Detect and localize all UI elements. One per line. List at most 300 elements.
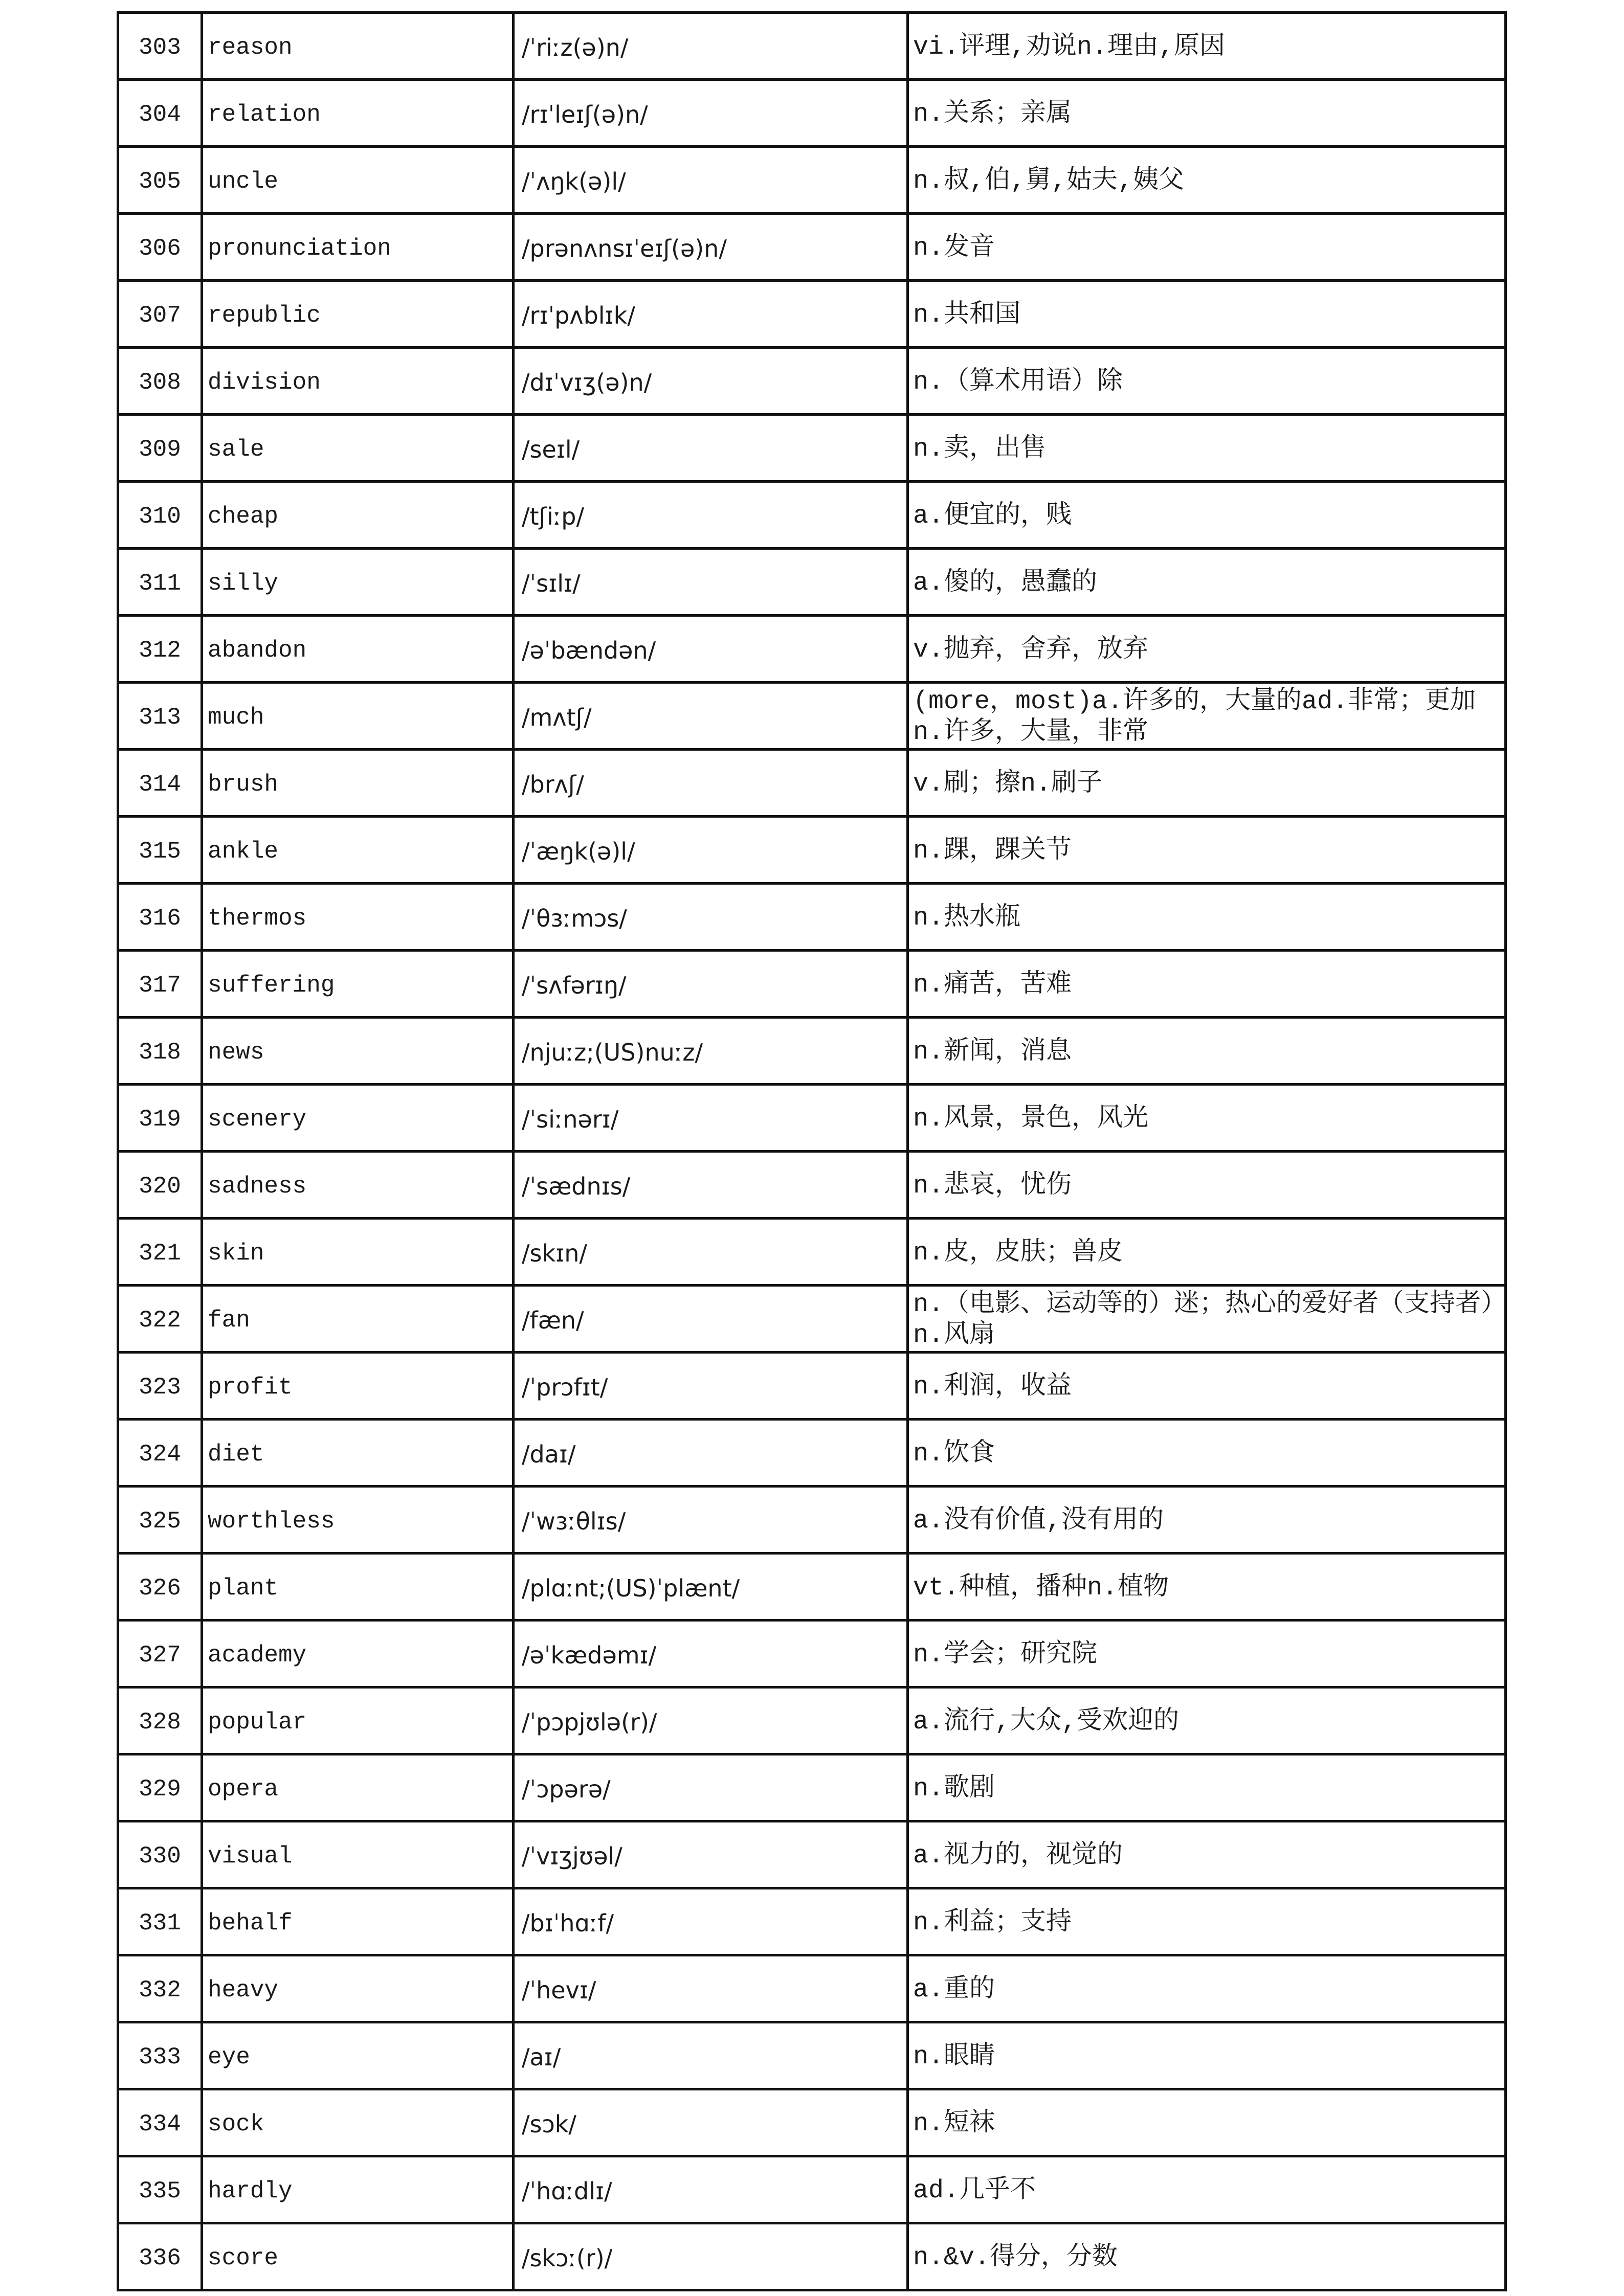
entry-word-text: pronunciation bbox=[208, 235, 391, 262]
table-row bbox=[119, 416, 1507, 483]
entry-phonetic bbox=[515, 1086, 909, 1150]
entry-number-text: 307 bbox=[139, 302, 181, 329]
entry-meaning bbox=[909, 2224, 1507, 2289]
entry-phonetic-text: /brʌʃ/ bbox=[522, 771, 584, 798]
entry-word bbox=[203, 215, 515, 279]
table-row bbox=[119, 550, 1507, 617]
entry-phonetic-text: /ˈæŋk(ə)l/ bbox=[522, 838, 635, 865]
entry-number bbox=[119, 2157, 203, 2222]
entry-number bbox=[119, 148, 203, 212]
entry-meaning-text: a.便宜的，贱 bbox=[913, 502, 1072, 531]
entry-number bbox=[119, 1153, 203, 1217]
entry-number bbox=[119, 1822, 203, 1887]
entry-phonetic-text: /plɑːnt;(US)ˈplænt/ bbox=[522, 1574, 740, 1602]
entry-word bbox=[203, 952, 515, 1016]
entry-meaning bbox=[909, 1889, 1507, 1954]
entry-number bbox=[119, 952, 203, 1016]
entry-phonetic bbox=[515, 282, 909, 346]
table-row bbox=[119, 2224, 1507, 2291]
entry-number-text: 326 bbox=[139, 1575, 181, 1602]
entry-phonetic-text: /ˈwɜːθlɪs/ bbox=[522, 1507, 626, 1535]
entry-meaning bbox=[909, 1755, 1507, 1820]
entry-phonetic-text: /aɪ/ bbox=[522, 2043, 561, 2071]
entry-meaning bbox=[909, 818, 1507, 882]
entry-phonetic-text: /ˈsɪlɪ/ bbox=[522, 570, 581, 597]
entry-word-text: popular bbox=[208, 1709, 307, 1736]
entry-meaning bbox=[909, 416, 1507, 480]
entry-phonetic-text: /ˈsiːnərɪ/ bbox=[522, 1106, 619, 1133]
table-row bbox=[119, 1555, 1507, 1622]
entry-number bbox=[119, 416, 203, 480]
entry-number-text: 331 bbox=[139, 1910, 181, 1937]
entry-phonetic bbox=[515, 1622, 909, 1686]
entry-number-text: 310 bbox=[139, 503, 181, 530]
entry-meaning bbox=[909, 617, 1507, 681]
entry-meaning bbox=[909, 952, 1507, 1016]
entry-meaning bbox=[909, 2090, 1507, 2155]
table-row bbox=[119, 349, 1507, 416]
entry-meaning bbox=[909, 1622, 1507, 1686]
entry-number-text: 313 bbox=[139, 704, 181, 731]
entry-word-text: visual bbox=[208, 1843, 293, 1870]
entry-number-text: 335 bbox=[139, 2178, 181, 2204]
entry-meaning-text: (more，most)a.许多的，大量的ad.非常；更加n.许多，大量，非常 bbox=[913, 687, 1476, 747]
entry-phonetic bbox=[515, 1488, 909, 1552]
entry-meaning bbox=[909, 1287, 1507, 1351]
entry-meaning-text: n.风景，景色，风光 bbox=[913, 1105, 1149, 1134]
entry-number-text: 321 bbox=[139, 1240, 181, 1267]
entry-meaning bbox=[909, 282, 1507, 346]
entry-meaning bbox=[909, 885, 1507, 949]
entry-word bbox=[203, 81, 515, 145]
entry-number-text: 312 bbox=[139, 637, 181, 664]
entry-meaning bbox=[909, 148, 1507, 212]
entry-meaning bbox=[909, 349, 1507, 413]
entry-meaning-text: n.歌剧 bbox=[913, 1774, 995, 1804]
table-row bbox=[119, 1689, 1507, 1755]
entry-meaning-text: a.傻的，愚蠢的 bbox=[913, 569, 1098, 598]
entry-meaning bbox=[909, 2023, 1507, 2088]
entry-phonetic bbox=[515, 1822, 909, 1887]
entry-phonetic bbox=[515, 1354, 909, 1418]
entry-number bbox=[119, 1019, 203, 1083]
entry-phonetic bbox=[515, 1956, 909, 2021]
entry-word-text: score bbox=[208, 2245, 279, 2271]
table-row bbox=[119, 215, 1507, 282]
table-row bbox=[119, 1086, 1507, 1153]
entry-word-text: suffering bbox=[208, 972, 335, 999]
entry-meaning-text: n.（算术用语）除 bbox=[913, 368, 1123, 397]
table-row bbox=[119, 952, 1507, 1019]
entry-meaning bbox=[909, 550, 1507, 614]
entry-phonetic-text: /tʃiːp/ bbox=[522, 503, 584, 530]
entry-meaning bbox=[909, 1555, 1507, 1619]
entry-word bbox=[203, 1555, 515, 1619]
entry-word-text: division bbox=[208, 369, 321, 396]
table-row bbox=[119, 2157, 1507, 2224]
table-row bbox=[119, 1822, 1507, 1889]
entry-meaning-text: a.流行,大众,受欢迎的 bbox=[913, 1707, 1180, 1737]
entry-phonetic bbox=[515, 81, 909, 145]
entry-word bbox=[203, 282, 515, 346]
table-row bbox=[119, 1622, 1507, 1689]
table-row bbox=[119, 1287, 1507, 1354]
entry-phonetic-text: /ˈɔpərə/ bbox=[522, 1775, 611, 1803]
table-row bbox=[119, 885, 1507, 952]
entry-meaning bbox=[909, 215, 1507, 279]
entry-phonetic-text: /dɪˈvɪʒ(ə)n/ bbox=[522, 369, 652, 396]
entry-number-text: 311 bbox=[139, 570, 181, 597]
table-row bbox=[119, 81, 1507, 148]
entry-number-text: 336 bbox=[139, 2245, 181, 2271]
entry-number bbox=[119, 2090, 203, 2155]
entry-number bbox=[119, 1889, 203, 1954]
entry-phonetic-text: /ˈprɔfɪt/ bbox=[522, 1374, 608, 1401]
entry-number bbox=[119, 1354, 203, 1418]
entry-word-text: skin bbox=[208, 1240, 264, 1267]
entry-phonetic bbox=[515, 1889, 909, 1954]
entry-number-text: 325 bbox=[139, 1508, 181, 1535]
entry-meaning-text: n.踝，踝关节 bbox=[913, 837, 1072, 866]
entry-number bbox=[119, 282, 203, 346]
entry-word-text: eye bbox=[208, 2044, 250, 2070]
entry-number-text: 316 bbox=[139, 905, 181, 932]
table-row bbox=[119, 1421, 1507, 1488]
entry-phonetic bbox=[515, 349, 909, 413]
entry-number-text: 304 bbox=[139, 101, 181, 128]
entry-phonetic bbox=[515, 1220, 909, 1284]
entry-phonetic-text: /əˈkædəmɪ/ bbox=[522, 1641, 657, 1669]
entry-meaning-text: n.利益；支持 bbox=[913, 1908, 1072, 1938]
entry-number bbox=[119, 1755, 203, 1820]
entry-number-text: 334 bbox=[139, 2111, 181, 2137]
entry-phonetic bbox=[515, 483, 909, 547]
entry-phonetic-text: /ˈhevɪ/ bbox=[522, 1976, 596, 2004]
entry-phonetic-text: /mʌtʃ/ bbox=[522, 704, 592, 731]
entry-meaning-text: a.视力的，视觉的 bbox=[913, 1841, 1123, 1871]
entry-meaning bbox=[909, 81, 1507, 145]
entry-number-text: 318 bbox=[139, 1039, 181, 1066]
entry-word bbox=[203, 2090, 515, 2155]
entry-meaning-text: vi.评理,劝说n.理由,原因 bbox=[913, 33, 1226, 62]
entry-word bbox=[203, 1755, 515, 1820]
entry-word bbox=[203, 818, 515, 882]
table-row bbox=[119, 148, 1507, 215]
entry-word bbox=[203, 1889, 515, 1954]
entry-word-text: abandon bbox=[208, 637, 307, 664]
entry-word-text: diet bbox=[208, 1441, 264, 1468]
entry-number-text: 330 bbox=[139, 1843, 181, 1870]
entry-word-text: sadness bbox=[208, 1173, 307, 1200]
entry-word bbox=[203, 2157, 515, 2222]
entry-word bbox=[203, 550, 515, 614]
entry-number bbox=[119, 550, 203, 614]
entry-meaning-text: n.卖，出售 bbox=[913, 435, 1047, 464]
entry-number bbox=[119, 1555, 203, 1619]
table-row bbox=[119, 1889, 1507, 1956]
table-row bbox=[119, 14, 1507, 81]
entry-phonetic-text: /skɔː(r)/ bbox=[522, 2244, 613, 2272]
entry-word-text: worthless bbox=[208, 1508, 335, 1535]
entry-word-text: reason bbox=[208, 34, 293, 61]
entry-meaning-text: n.&v.得分，分数 bbox=[913, 2243, 1118, 2272]
entry-word bbox=[203, 483, 515, 547]
entry-phonetic bbox=[515, 2157, 909, 2222]
entry-word bbox=[203, 1689, 515, 1753]
entry-word bbox=[203, 1421, 515, 1485]
entry-number bbox=[119, 1421, 203, 1485]
entry-word bbox=[203, 617, 515, 681]
table-row bbox=[119, 751, 1507, 818]
entry-word-text: thermos bbox=[208, 905, 307, 932]
entry-meaning bbox=[909, 1822, 1507, 1887]
entry-phonetic-text: /ˈsædnɪs/ bbox=[522, 1173, 631, 1200]
entry-number bbox=[119, 1488, 203, 1552]
entry-phonetic bbox=[515, 148, 909, 212]
table-row bbox=[119, 2023, 1507, 2090]
table-row bbox=[119, 818, 1507, 885]
entry-word-text: silly bbox=[208, 570, 279, 597]
entry-word bbox=[203, 1822, 515, 1887]
entry-meaning-text: n.饮食 bbox=[913, 1439, 995, 1469]
entry-phonetic-text: /ˈθɜːmɔs/ bbox=[522, 905, 627, 932]
entry-phonetic bbox=[515, 1019, 909, 1083]
entry-word bbox=[203, 1354, 515, 1418]
entry-phonetic bbox=[515, 684, 909, 748]
entry-number bbox=[119, 1086, 203, 1150]
entry-number-text: 329 bbox=[139, 1776, 181, 1803]
entry-phonetic-text: /bɪˈhɑːf/ bbox=[522, 1909, 614, 1937]
table-row bbox=[119, 2090, 1507, 2157]
entry-meaning-text: v.刷；擦n.刷子 bbox=[913, 770, 1103, 799]
entry-phonetic bbox=[515, 14, 909, 78]
table-row bbox=[119, 483, 1507, 550]
entry-meaning bbox=[909, 1956, 1507, 2021]
entry-phonetic bbox=[515, 2023, 909, 2088]
entry-phonetic bbox=[515, 2090, 909, 2155]
entry-number-text: 327 bbox=[139, 1642, 181, 1669]
entry-number bbox=[119, 684, 203, 748]
entry-number bbox=[119, 1689, 203, 1753]
entry-phonetic bbox=[515, 818, 909, 882]
entry-number bbox=[119, 483, 203, 547]
entry-word bbox=[203, 751, 515, 815]
entry-number bbox=[119, 818, 203, 882]
entry-meaning bbox=[909, 1086, 1507, 1150]
table-row bbox=[119, 617, 1507, 684]
entry-word-text: fan bbox=[208, 1307, 250, 1334]
entry-number bbox=[119, 885, 203, 949]
table-row bbox=[119, 1153, 1507, 1220]
entry-word-text: sale bbox=[208, 436, 264, 463]
entry-number bbox=[119, 2023, 203, 2088]
entry-word bbox=[203, 1019, 515, 1083]
entry-word bbox=[203, 1287, 515, 1351]
entry-meaning-text: n.（电影、运动等的）迷；热心的爱好者（支持者）n.风扇 bbox=[913, 1290, 1494, 1350]
entry-word bbox=[203, 2224, 515, 2289]
entry-word-text: profit bbox=[208, 1374, 293, 1401]
entry-number bbox=[119, 617, 203, 681]
entry-phonetic-text: /ˈriːz(ə)n/ bbox=[522, 34, 629, 61]
entry-number-text: 305 bbox=[139, 168, 181, 195]
entry-meaning bbox=[909, 483, 1507, 547]
entry-phonetic bbox=[515, 1421, 909, 1485]
entry-phonetic-text: /fæn/ bbox=[522, 1307, 584, 1334]
entry-number bbox=[119, 215, 203, 279]
table-row bbox=[119, 1019, 1507, 1086]
entry-phonetic-text: /sɔk/ bbox=[522, 2110, 576, 2138]
entry-word-text: republic bbox=[208, 302, 321, 329]
entry-meaning-text: n.短袜 bbox=[913, 2109, 995, 2139]
entry-word bbox=[203, 1622, 515, 1686]
entry-word-text: ankle bbox=[208, 838, 279, 865]
entry-word bbox=[203, 1488, 515, 1552]
entry-phonetic-text: /prənʌnsɪˈeɪʃ(ə)n/ bbox=[522, 235, 727, 262]
entry-phonetic bbox=[515, 1755, 909, 1820]
entry-word bbox=[203, 2023, 515, 2088]
entry-phonetic bbox=[515, 751, 909, 815]
entry-number-text: 332 bbox=[139, 1977, 181, 2004]
entry-phonetic-text: /rɪˈpʌblɪk/ bbox=[522, 302, 635, 329]
entry-number-text: 315 bbox=[139, 838, 181, 865]
entry-meaning bbox=[909, 1153, 1507, 1217]
table-row bbox=[119, 1220, 1507, 1287]
entry-word-text: opera bbox=[208, 1776, 279, 1803]
entry-phonetic bbox=[515, 617, 909, 681]
entry-meaning-text: n.痛苦，苦难 bbox=[913, 971, 1072, 1000]
entry-phonetic bbox=[515, 2224, 909, 2289]
entry-number bbox=[119, 81, 203, 145]
entry-phonetic-text: /ˈhɑːdlɪ/ bbox=[522, 2177, 612, 2205]
entry-word-text: much bbox=[208, 704, 264, 731]
entry-number-text: 317 bbox=[139, 972, 181, 999]
entry-number-text: 328 bbox=[139, 1709, 181, 1736]
entry-meaning-text: n.学会；研究院 bbox=[913, 1640, 1098, 1670]
entry-number-text: 323 bbox=[139, 1374, 181, 1401]
entry-word-text: hardly bbox=[208, 2178, 293, 2204]
entry-meaning bbox=[909, 2157, 1507, 2222]
entry-phonetic bbox=[515, 952, 909, 1016]
entry-number-text: 303 bbox=[139, 34, 181, 61]
entry-meaning-text: a.没有价值,没有用的 bbox=[913, 1506, 1164, 1536]
entry-meaning bbox=[909, 1019, 1507, 1083]
table-row bbox=[119, 1755, 1507, 1822]
entry-word-text: behalf bbox=[208, 1910, 293, 1937]
entry-word-text: news bbox=[208, 1039, 264, 1066]
entry-word-text: scenery bbox=[208, 1106, 307, 1133]
entry-phonetic-text: /daɪ/ bbox=[522, 1440, 576, 1468]
table-row bbox=[119, 684, 1507, 751]
entry-meaning-text: n.悲哀，忧伤 bbox=[913, 1172, 1072, 1201]
entry-phonetic bbox=[515, 1555, 909, 1619]
entry-word bbox=[203, 1956, 515, 2021]
entry-meaning-text: n.发音 bbox=[913, 234, 995, 263]
table-row bbox=[119, 1354, 1507, 1421]
entry-number-text: 309 bbox=[139, 436, 181, 463]
entry-number bbox=[119, 1220, 203, 1284]
entry-phonetic-text: /seɪl/ bbox=[522, 436, 580, 463]
table-row bbox=[119, 282, 1507, 349]
entry-number-text: 306 bbox=[139, 235, 181, 262]
entry-number bbox=[119, 1956, 203, 2021]
entry-meaning-text: v.抛弃，舍弃，放弃 bbox=[913, 636, 1149, 665]
entry-word-text: uncle bbox=[208, 168, 279, 195]
entry-meaning bbox=[909, 1354, 1507, 1418]
entry-phonetic bbox=[515, 885, 909, 949]
entry-phonetic-text: /njuːz;(US)nuːz/ bbox=[522, 1039, 703, 1066]
entry-phonetic bbox=[515, 215, 909, 279]
entry-word-text: sock bbox=[208, 2111, 264, 2137]
entry-word-text: cheap bbox=[208, 503, 279, 530]
table-row bbox=[119, 1956, 1507, 2023]
entry-word bbox=[203, 14, 515, 78]
entry-meaning-text: n.叔,伯,舅,姑夫,姨父 bbox=[913, 167, 1185, 196]
entry-meaning bbox=[909, 1220, 1507, 1284]
entry-word-text: heavy bbox=[208, 1977, 279, 2004]
entry-meaning-text: a.重的 bbox=[913, 1975, 995, 2005]
entry-meaning-text: n.眼睛 bbox=[913, 2042, 995, 2072]
entry-number bbox=[119, 2224, 203, 2289]
entry-phonetic bbox=[515, 416, 909, 480]
vocabulary-table bbox=[117, 11, 1507, 2291]
entry-phonetic-text: /ˈsʌfərɪŋ/ bbox=[522, 972, 627, 999]
table-row bbox=[119, 1488, 1507, 1555]
entry-meaning-text: n.共和国 bbox=[913, 301, 1021, 330]
entry-number-text: 314 bbox=[139, 771, 181, 798]
entry-meaning-text: vt.种植，播种n.植物 bbox=[913, 1573, 1169, 1603]
entry-meaning-text: n.热水瓶 bbox=[913, 904, 1021, 933]
entry-number bbox=[119, 751, 203, 815]
entry-word-text: brush bbox=[208, 771, 279, 798]
entry-phonetic-text: /ˈʌŋk(ə)l/ bbox=[522, 168, 626, 195]
entry-number-text: 324 bbox=[139, 1441, 181, 1468]
entry-meaning-text: n.关系；亲属 bbox=[913, 100, 1072, 129]
entry-word bbox=[203, 349, 515, 413]
entry-meaning-text: n.皮，皮肤；兽皮 bbox=[913, 1239, 1123, 1268]
entry-word bbox=[203, 1220, 515, 1284]
entry-phonetic bbox=[515, 1287, 909, 1351]
entry-phonetic bbox=[515, 550, 909, 614]
entry-meaning bbox=[909, 684, 1507, 748]
entry-meaning bbox=[909, 1488, 1507, 1552]
entry-phonetic-text: /skɪn/ bbox=[522, 1240, 587, 1267]
entry-number-text: 333 bbox=[139, 2044, 181, 2070]
entry-number-text: 308 bbox=[139, 369, 181, 396]
entry-phonetic-text: /ˈvɪʒjʊəl/ bbox=[522, 1842, 622, 1870]
entry-word-text: academy bbox=[208, 1642, 307, 1669]
entry-meaning-text: ad.几乎不 bbox=[913, 2176, 1036, 2205]
entry-number-text: 322 bbox=[139, 1307, 181, 1334]
entry-meaning bbox=[909, 1421, 1507, 1485]
entry-word bbox=[203, 148, 515, 212]
entry-phonetic-text: /əˈbændən/ bbox=[522, 637, 656, 664]
entry-phonetic bbox=[515, 1153, 909, 1217]
entry-number-text: 319 bbox=[139, 1106, 181, 1133]
entry-word-text: plant bbox=[208, 1575, 279, 1602]
entry-meaning-text: n.新闻，消息 bbox=[913, 1038, 1072, 1067]
entry-meaning bbox=[909, 1689, 1507, 1753]
entry-number bbox=[119, 349, 203, 413]
entry-phonetic-text: /rɪˈleɪʃ(ə)n/ bbox=[522, 101, 648, 128]
entry-meaning bbox=[909, 751, 1507, 815]
entry-word bbox=[203, 885, 515, 949]
entry-meaning-text: n.利润，收益 bbox=[913, 1372, 1072, 1402]
entry-word bbox=[203, 684, 515, 748]
entry-word-text: relation bbox=[208, 101, 321, 128]
entry-number bbox=[119, 1622, 203, 1686]
entry-phonetic bbox=[515, 1689, 909, 1753]
entry-meaning bbox=[909, 14, 1507, 78]
